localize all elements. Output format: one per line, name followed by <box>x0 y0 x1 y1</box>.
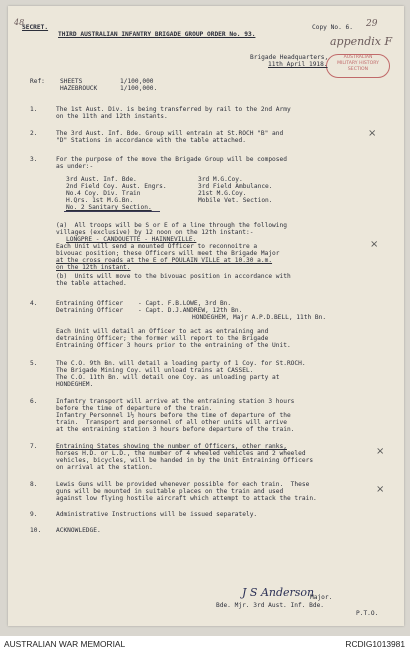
composition-right: 3rd M.G.Coy. <box>198 176 243 183</box>
para-5-line: HONDEGHEM. <box>56 381 94 388</box>
ref-scale-1: 1/100,000 <box>120 78 154 85</box>
para-6-line: train. Transport and personnel of all other units will arrive <box>56 419 287 426</box>
para-3-line: as under:- <box>56 163 94 170</box>
para-1-line: The 1st Aust. Div. is being transferred by rail to the 2nd Army <box>56 106 291 113</box>
para-3-number: 3. <box>30 156 38 163</box>
para-each-line: Entraining Officer 3 hours prior to the entraining of the Unit. <box>56 342 291 349</box>
order-title: THIRD AUSTRALIAN INFANTRY BRIGADE GROUP ORDER No. 93. <box>58 31 256 38</box>
entraining-officer-value: - Capt. F.B.LOWE, 3rd Bn. <box>138 300 232 307</box>
composition-left: No. 2 Sanitary Section. <box>66 204 152 211</box>
page-ref-pencil: 48 <box>14 18 25 27</box>
para-7-line: vehicles, bicycles, will be handed in by the Unit Entraining Officers <box>56 457 314 464</box>
para-1-number: 1. <box>30 106 38 113</box>
para-2-line: The 3rd Aust. Inf. Bde. Group will entrain at St.ROCH "B" and <box>56 130 284 137</box>
para-6-line: Infantry transport will arrive at the entraining station 3 hours <box>56 398 295 405</box>
appendix-note: appendix F <box>330 35 393 48</box>
para-7-line: Entraining States showing the number of Officers, other ranks, <box>56 443 287 450</box>
para-a-line: on the 12th instant. <box>56 264 131 271</box>
order-date: 11th April 1918. <box>268 61 328 68</box>
composition-left: H.Qrs. 1st M.G.Bn. <box>66 197 134 204</box>
para-5-line: The C.O. 11th Bn. will detail one Coy. as unloading party at <box>56 374 280 381</box>
para-a-line: (a) All troops will be S or E of a line through the following <box>56 222 287 229</box>
composition-left: 3rd Aust. Inf. Bde. <box>66 176 137 183</box>
para-5-number: 5. <box>30 360 38 367</box>
para-6-line: before the time of departure of the train. <box>56 405 213 412</box>
para-a-villages: LONGPRE - CANDOUETTE - HAINNEVILLE. <box>66 236 197 243</box>
composition-left: No.4 Coy. Div. Train <box>66 190 141 197</box>
brigade-hq: Brigade Headquarters, <box>250 54 329 61</box>
detraining-officer-value: HONDEGHEM, Majr A.P.D.BELL, 11th Bn. <box>192 314 327 321</box>
para-2-number: 2. <box>30 130 38 137</box>
para-9-line: Administrative Instructions will be issued separately. <box>56 511 258 518</box>
entraining-officer-label: Entraining Officer <box>56 300 124 307</box>
composition-right: 3rd Field Ambulance. <box>198 183 273 190</box>
copy-number: Copy No. 6. <box>312 24 353 31</box>
para-a-line: bivouac position; these Officers will meet the Brigade Major <box>56 250 280 257</box>
para-4-number: 4. <box>30 300 38 307</box>
document-page <box>8 6 404 626</box>
security-classification: SECRET. <box>22 24 49 31</box>
archive-stamp: AUSTRALIAN MILITARY HISTORY SECTION <box>326 54 390 78</box>
pencil-x-mark: × <box>370 239 379 250</box>
para-6-line: at the entraining station 3 hours before departure of the train. <box>56 426 295 433</box>
para-each-line: Each Unit will detail an Officer to act as entraining and <box>56 328 269 335</box>
footer-institution: AUSTRALIAN WAR MEMORIAL <box>4 639 126 649</box>
para-6-line: Infantry Personnel 1½ hours before the time of departure of the <box>56 412 291 419</box>
para-10-number: 10. <box>30 527 42 534</box>
composition-left: 2nd Field Coy. Aust. Engrs. <box>66 183 167 190</box>
footer-record-id: RCDIG1013981 <box>345 639 405 649</box>
para-1-line: on the 11th and 12th instants. <box>56 113 168 120</box>
para-5-line: The C.O. 9th Bn. will detail a loading party of 1 Coy. for St.ROCH. <box>56 360 306 367</box>
detraining-officer-value: - Capt. D.J.ANDREW, 12th Bn. <box>138 307 243 314</box>
para-a-line: villages (exclusive) by 12 noon on the 12th instant:- <box>56 229 254 236</box>
para-8-number: 8. <box>30 481 38 488</box>
para-10-line: ACKNOWLEDGE. <box>56 527 101 534</box>
para-7-number: 7. <box>30 443 38 450</box>
composition-right: Mobile Vet. Section. <box>198 197 273 204</box>
signature-title: Bde. Mjr. 3rd Aust. Inf. Bde. <box>216 602 325 609</box>
para-3-line: For the purpose of the move the Brigade Group will be composed <box>56 156 287 163</box>
pencil-x-mark: × <box>368 128 377 139</box>
para-a-line: Each Unit will send a mounted Officer to reconnoitre a <box>56 243 258 250</box>
para-8-line: guns will be mounted in suitable places on the train and used <box>56 488 284 495</box>
para-5-line: The Brigade Mining Coy. will unload trains at CASSEL. <box>56 367 254 374</box>
detraining-officer-label: Detraining Officer <box>56 307 124 314</box>
pencil-x-mark: × <box>376 484 385 495</box>
para-a-line: at the cross roads at the E of POULAIN VILLE at 10.30 a.m. <box>56 257 273 264</box>
archive-footer <box>0 636 410 654</box>
para-b-line: the table attached. <box>56 280 127 287</box>
ref-map-1: SHEETS <box>60 78 83 85</box>
para-6-number: 6. <box>30 398 38 405</box>
para-b-line: (b) Units will move to the bivouac position in accordance with <box>56 273 291 280</box>
underline-mark <box>64 211 160 212</box>
para-2-line: "D" Stations in accordance with the table attached. <box>56 137 246 144</box>
ref-scale-2: 1/100,000. <box>120 85 158 92</box>
composition-right: 21st M.G.Coy. <box>198 190 247 197</box>
para-8-line: Lewis Guns will be provided whenever possible for each train. These <box>56 481 310 488</box>
para-9-number: 9. <box>30 511 38 518</box>
signature-rank: Major. <box>310 594 333 601</box>
para-7-line: on arrival at the station. <box>56 464 153 471</box>
pencil-x-mark: × <box>376 446 385 457</box>
para-8-line: against low flying hostile aircraft which attempt to attack the train. <box>56 495 317 502</box>
copy-number-pencil: 29 <box>366 19 378 29</box>
handwritten-signature: J S Anderson <box>242 586 315 599</box>
pto-note: P.T.O. <box>356 610 379 617</box>
para-7-line: horses H.D. or L.D., the number of 4 wheeled vehicles and 2 wheeled <box>56 450 306 457</box>
ref-label: Ref: <box>30 78 45 85</box>
para-each-line: detraining Officer; the former will report to the Brigade <box>56 335 269 342</box>
ref-map-2: HAZEBROUCK <box>60 85 98 92</box>
